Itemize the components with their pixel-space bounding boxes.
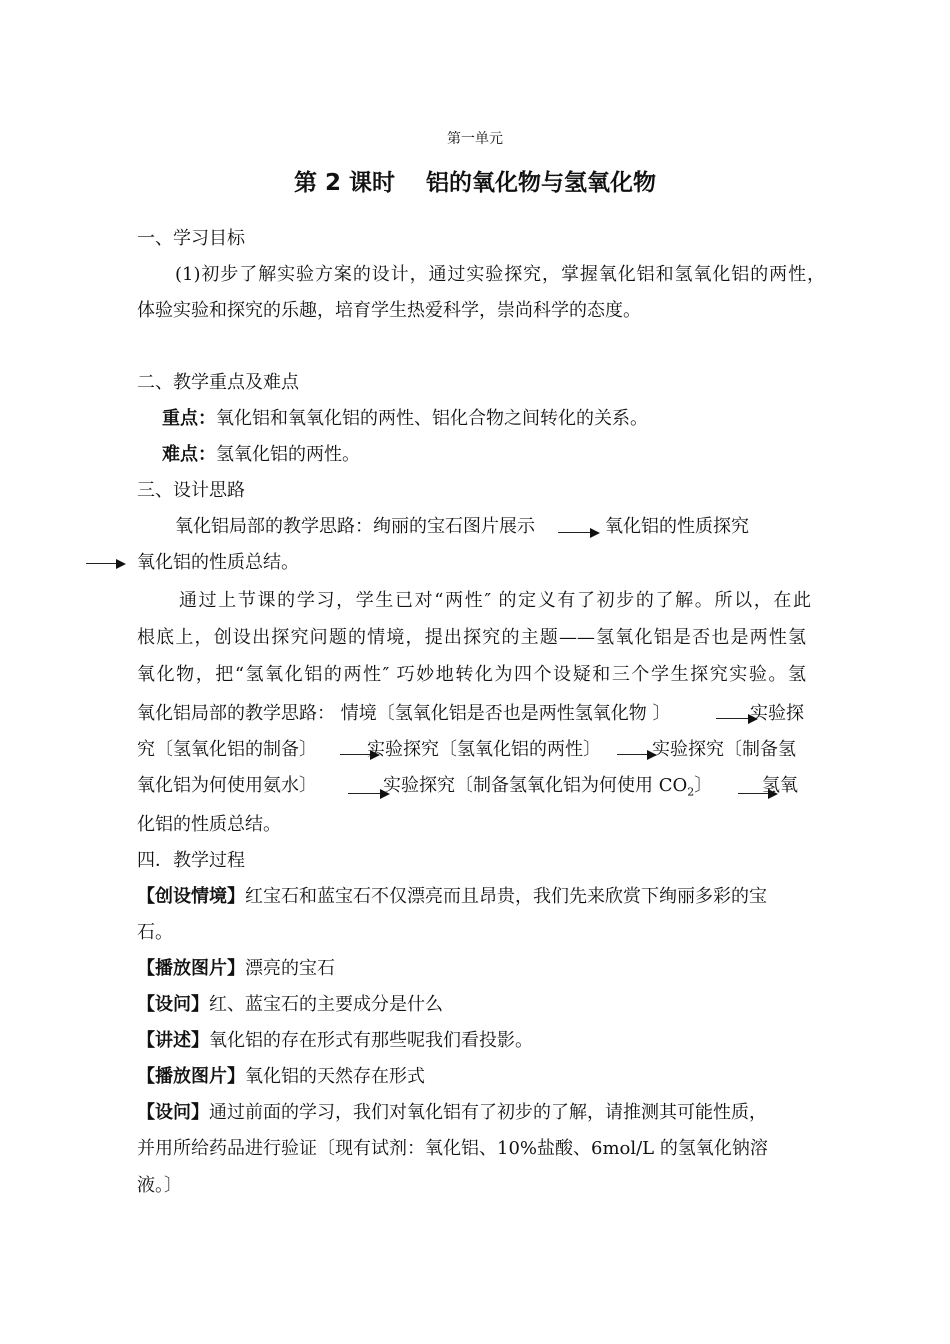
unit-label: 第一单元 bbox=[447, 131, 503, 147]
key-point-text: 氧化铝和氧氧化铝的两性、铝化合物之间转化的关系。 bbox=[216, 408, 648, 429]
difficulty-line bbox=[162, 442, 360, 468]
process-item bbox=[137, 1028, 533, 1054]
flow-hydroxide-step-2-end: 究〔氢氧化铝的制备〕 bbox=[137, 739, 317, 760]
process-item-tag: 【讲述】 bbox=[137, 1030, 209, 1051]
design-paragraph-line-3: 氧化物，把“氢氧化铝的两性″ 巧妙地转化为四个设疑和三个学生探究实验。氢 bbox=[137, 664, 806, 685]
flow-hydroxide-step-3: 实验探究〔氢氧化铝的两性〕 bbox=[367, 739, 601, 760]
process-item-text: 液。〕 bbox=[137, 1175, 182, 1196]
section-heading-key-points: 二、教学重点及难点 bbox=[137, 372, 299, 393]
key-point-label: 重点： bbox=[162, 408, 216, 429]
flow-arrow-icon bbox=[86, 557, 126, 569]
flow-aluminum-oxide-step-3: 氧化铝的性质总结。 bbox=[137, 552, 299, 573]
flow-hydroxide-step-2-start: 实验探 bbox=[750, 703, 804, 724]
difficulty-text: 氢氧化铝的两性。 bbox=[216, 444, 360, 465]
process-item bbox=[137, 884, 767, 910]
process-item bbox=[137, 1136, 768, 1162]
section-heading-design: 三、设计思路 bbox=[137, 480, 245, 501]
process-item-tag: 【设问】 bbox=[137, 994, 209, 1015]
objectives-line-2: 体验实验和探究的乐趣，培育学生热爱科学，崇尚科学的态度。 bbox=[137, 300, 641, 321]
design-paragraph-line-1: 通过上节课的学习，学生已对“两性″ 的定义有了初步的了解。所以，在此 bbox=[179, 590, 811, 611]
section-heading-objectives: 一、学习目标 bbox=[137, 228, 245, 249]
process-item bbox=[137, 920, 173, 946]
process-item bbox=[137, 956, 335, 982]
process-item-text: 红宝石和蓝宝石不仅漂亮而且昂贵，我们先来欣赏下绚丽多彩的宝 bbox=[245, 886, 767, 907]
process-item-text: 通过前面的学习，我们对氧化铝有了初步的了解，请推测其可能性质， bbox=[209, 1102, 767, 1123]
flow-hydroxide-step-6-start: 氢氧 bbox=[762, 775, 798, 796]
process-item-tag: 【设问】 bbox=[137, 1102, 209, 1123]
process-item-text: 氧化铝的天然存在形式 bbox=[245, 1066, 425, 1087]
process-item-text: 石。 bbox=[137, 922, 173, 943]
section-heading-process: 四．教学过程 bbox=[137, 850, 245, 871]
design-paragraph-line-2: 根底上，创设出探究问题的情境，提出探究的主题——氢氧化铝是否也是两性氢 bbox=[137, 627, 806, 648]
difficulty-label: 难点： bbox=[162, 444, 216, 465]
flow-arrow-icon bbox=[617, 744, 657, 756]
flow-hydroxide-step-5 bbox=[383, 773, 712, 806]
objectives-line-1: (1)初步了解实验方案的设计，通过实验探究，掌握氧化铝和氢氧化铝的两性， bbox=[175, 264, 825, 285]
flow-hydroxide-step-5-close: 〕 bbox=[694, 775, 713, 796]
flow-hydroxide-step-1: 氧化铝局部的教学思路： 情境〔氢氧化铝是否也是两性氢氧化物 〕 bbox=[137, 703, 671, 724]
flow-hydroxide-step-6-end: 化铝的性质总结。 bbox=[137, 814, 281, 835]
flow-hydroxide-step-4-start: 实验探究〔制备氢 bbox=[652, 739, 796, 760]
process-item-tag: 【播放图片】 bbox=[137, 1066, 245, 1087]
process-item bbox=[137, 992, 443, 1018]
flow-aluminum-oxide-step-1: 氧化铝局部的教学思路：绚丽的宝石图片展示 bbox=[175, 516, 535, 537]
process-item-text: 漂亮的宝石 bbox=[245, 958, 335, 979]
co2-subscript: 2 bbox=[687, 785, 695, 799]
flow-hydroxide-step-4-end: 氧化铝为何使用氨水〕 bbox=[137, 775, 317, 796]
key-point-line bbox=[162, 406, 648, 432]
process-item-text: 红、蓝宝石的主要成分是什么 bbox=[209, 994, 443, 1015]
process-item bbox=[137, 1100, 767, 1126]
process-item bbox=[137, 1064, 425, 1090]
process-item bbox=[137, 1173, 182, 1199]
page-title: 第 2 课时 铝的氧化物与氢氧化物 bbox=[293, 170, 657, 196]
process-item-tag: 【播放图片】 bbox=[137, 958, 245, 979]
flow-aluminum-oxide-step-2: 氧化铝的性质探究 bbox=[605, 516, 749, 537]
process-item-text: 并用所给药品进行验证〔现有试剂：氧化铝、10%盐酸、6mol/L 的氢氧化钠溶 bbox=[137, 1138, 768, 1159]
flow-arrow-icon bbox=[558, 522, 600, 534]
process-item-text: 氧化铝的存在形式有那些呢我们看投影。 bbox=[209, 1030, 533, 1051]
process-item-tag: 【创设情境】 bbox=[137, 886, 245, 907]
flow-hydroxide-step-5-text: 实验探究〔制备氢氧化铝为何使用 CO bbox=[383, 775, 688, 796]
